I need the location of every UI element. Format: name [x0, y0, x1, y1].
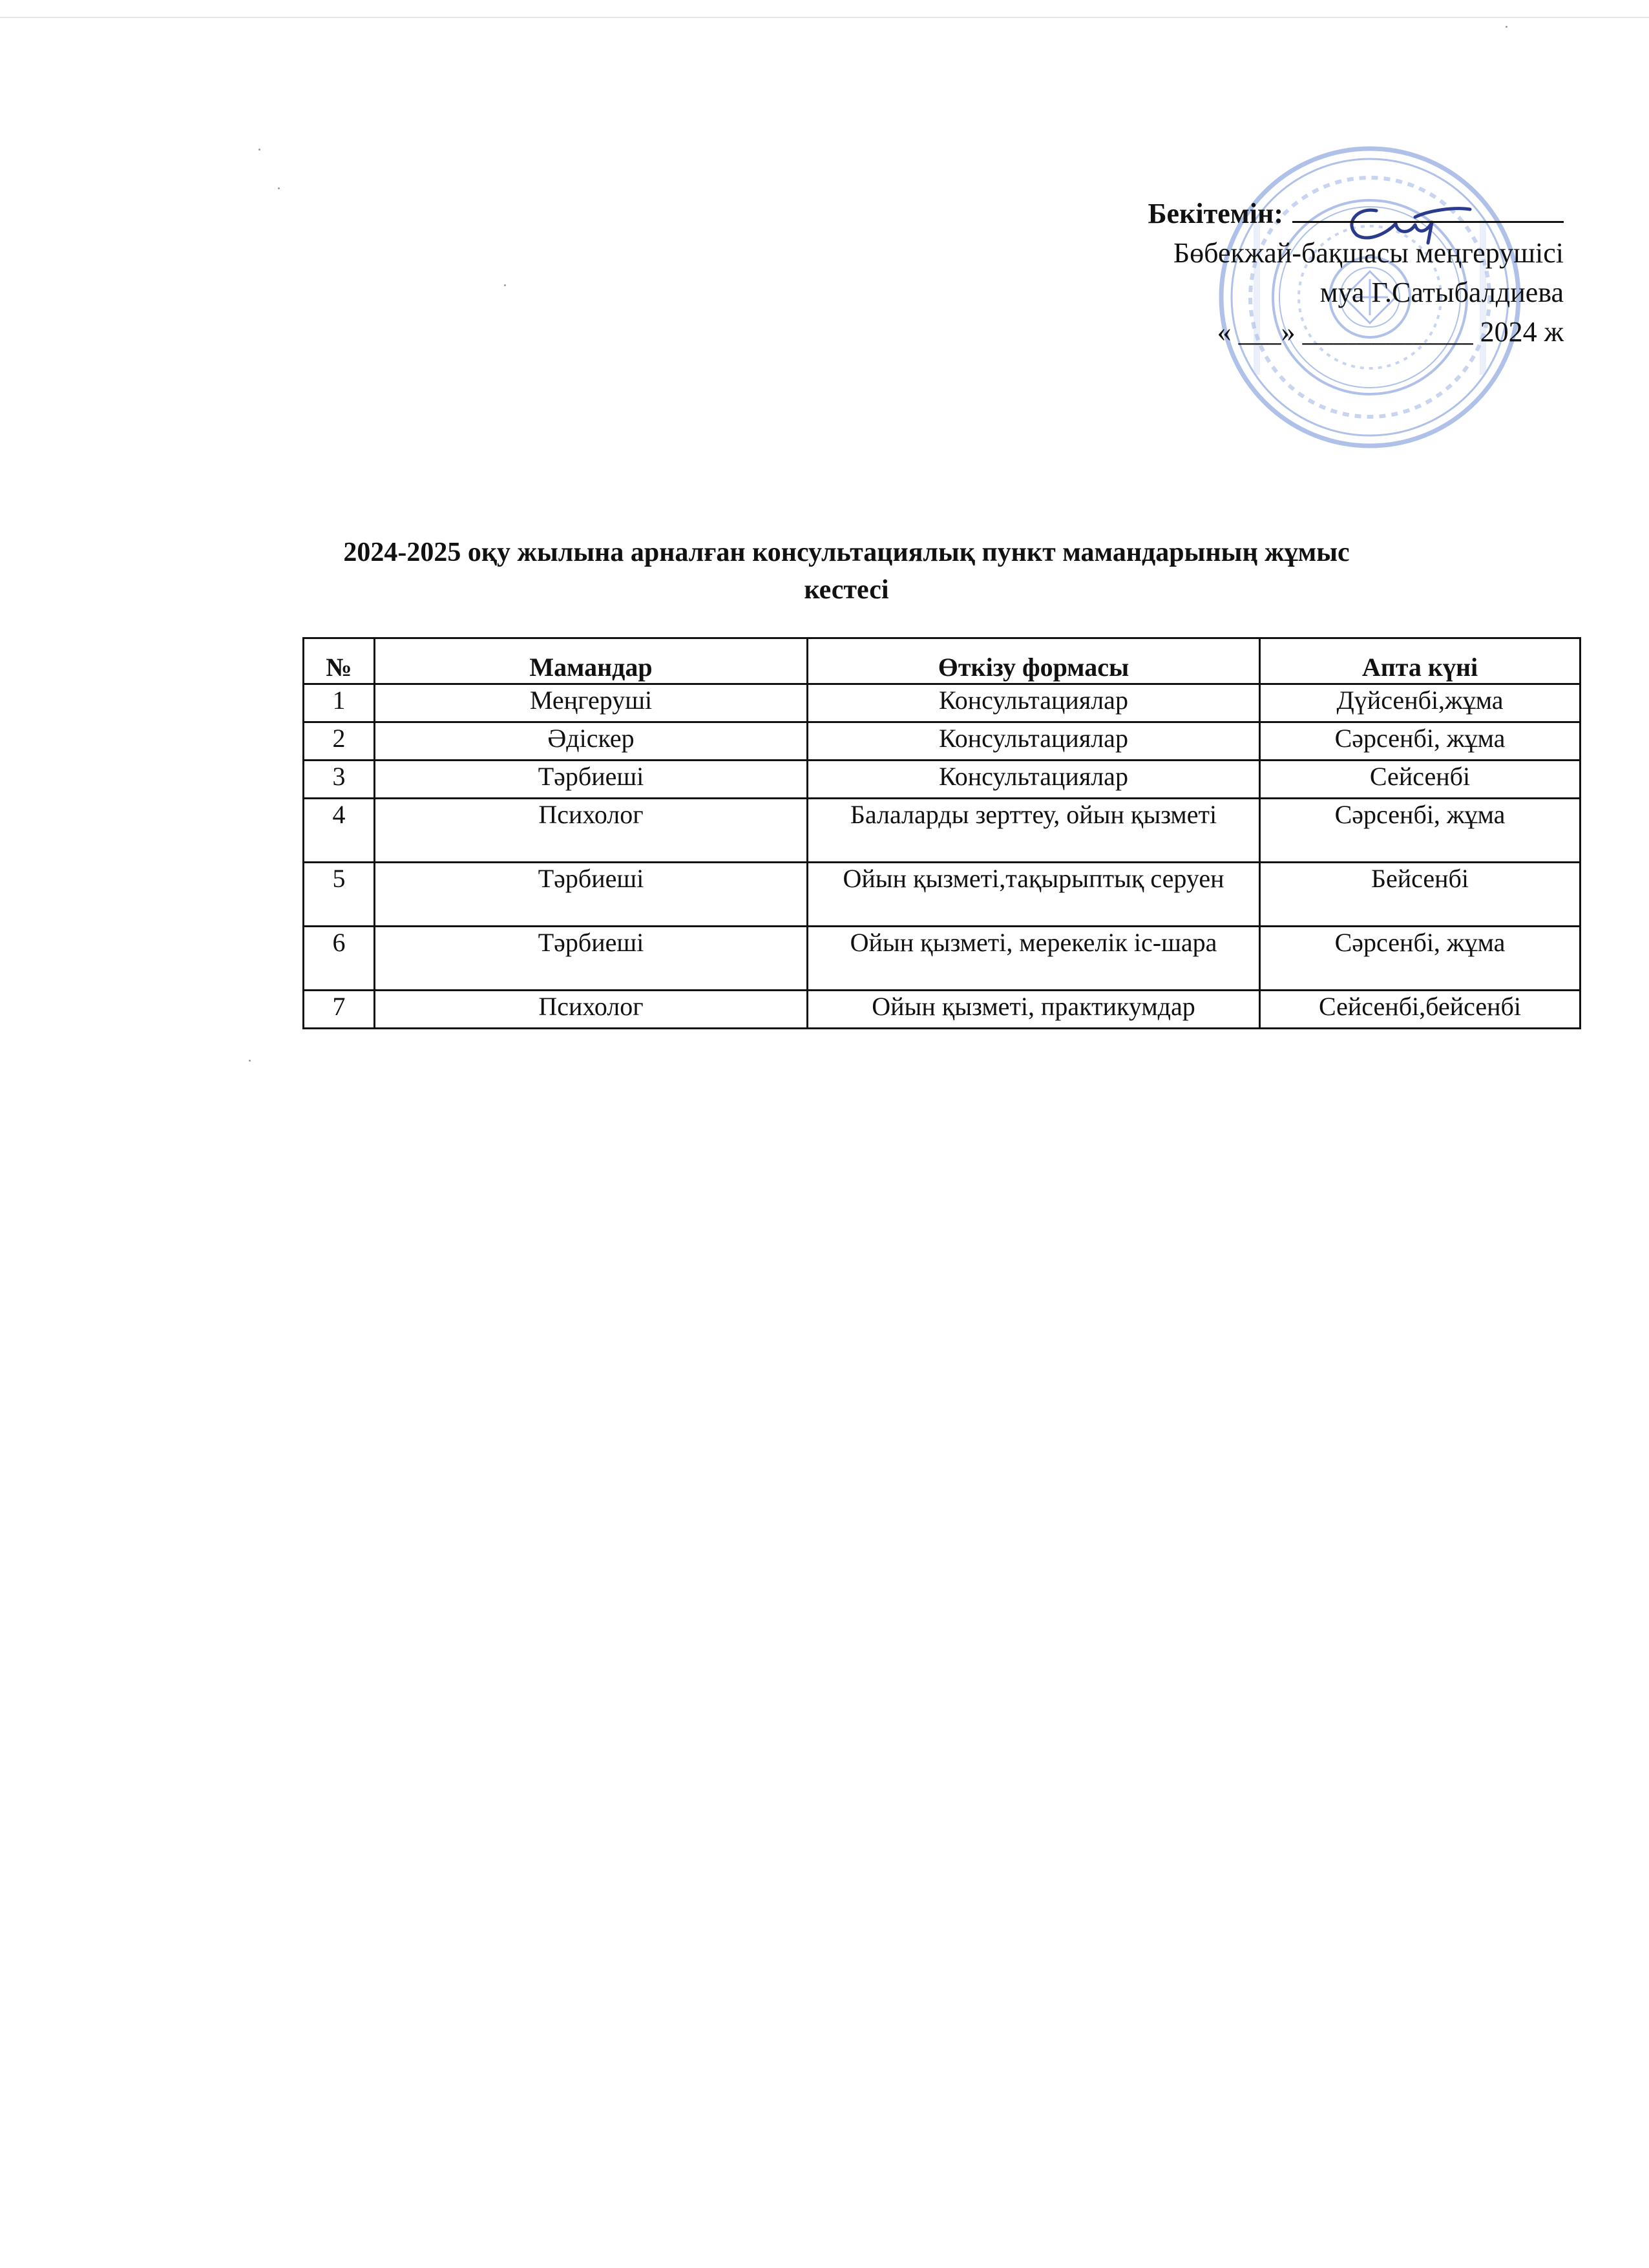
scan-speck	[258, 149, 260, 151]
table-header-row	[304, 638, 1581, 684]
table-row	[304, 863, 1581, 927]
header-form: Өткізу формасы	[808, 638, 1260, 684]
row-day: Сәрсенбі, жұма	[1260, 799, 1581, 863]
header-weekday: Апта күні	[1260, 638, 1581, 684]
title-line-1: 2024-2025 оқу жылына арналған консультациялық пункт мамандарының жұмыс	[343, 538, 1350, 567]
row-specialist: Тәрбиеші	[375, 761, 808, 799]
row-day: Сәрсенбі, жұма	[1260, 722, 1581, 761]
row-number: 4	[304, 799, 375, 863]
approver-name: муа Г.Сатыбалдиева	[1319, 277, 1564, 308]
scan-speck	[504, 284, 506, 286]
row-form: Балаларды зерттеу, ойын қызметі	[808, 799, 1260, 863]
signature-blank	[1292, 195, 1564, 223]
scan-speck	[249, 1060, 251, 1062]
row-specialist: Меңгеруші	[375, 684, 808, 722]
date-day-blank: ___	[1238, 316, 1281, 348]
title-line-2: кестесі	[804, 575, 889, 605]
date-open-quote: «	[1217, 316, 1232, 348]
table-row	[304, 722, 1581, 761]
row-specialist: Психолог	[375, 799, 808, 863]
header-number: №	[304, 638, 375, 684]
row-form: Консультациялар	[808, 684, 1260, 722]
approval-label: Бекітемін:	[1148, 198, 1283, 229]
schedule-table	[302, 637, 1581, 1029]
row-day: Сәрсенбі, жұма	[1260, 927, 1581, 991]
date-close-quote: »	[1281, 316, 1296, 348]
table-row	[304, 761, 1581, 799]
row-day: Бейсенбі	[1260, 863, 1581, 927]
row-number: 7	[304, 991, 375, 1029]
table-row	[304, 799, 1581, 863]
table-row	[304, 684, 1581, 722]
date-year: 2024 ж	[1480, 316, 1564, 348]
row-day: Дүйсенбі,жұма	[1260, 684, 1581, 722]
row-day: Сейсенбі	[1260, 761, 1581, 799]
approver-position: Бөбекжай-бақшасы меңгерушісі	[1173, 237, 1564, 269]
approval-date	[1034, 312, 1564, 352]
row-form: Ойын қызметі, мерекелік іс-шара	[808, 927, 1260, 991]
row-number: 5	[304, 863, 375, 927]
table-row	[304, 991, 1581, 1029]
header-specialists: Мамандар	[375, 638, 808, 684]
row-specialist: Тәрбиеші	[375, 927, 808, 991]
row-form: Ойын қызметі,тақырыптық серуен	[808, 863, 1260, 927]
row-number: 6	[304, 927, 375, 991]
scan-speck	[1506, 26, 1507, 28]
scan-top-edge	[0, 17, 1649, 18]
row-day: Сейсенбі,бейсенбі	[1260, 991, 1581, 1029]
row-form: Консультациялар	[808, 761, 1260, 799]
scan-speck	[278, 187, 280, 189]
row-form: Консультациялар	[808, 722, 1260, 761]
row-form: Ойын қызметі, практикумдар	[808, 991, 1260, 1029]
document-title	[271, 534, 1422, 609]
table-row	[304, 927, 1581, 991]
row-number: 2	[304, 722, 375, 761]
row-number: 1	[304, 684, 375, 722]
row-number: 3	[304, 761, 375, 799]
approval-block	[1034, 194, 1564, 352]
row-specialist: Психолог	[375, 991, 808, 1029]
row-specialist: Тәрбиеші	[375, 863, 808, 927]
date-month-blank: ____________	[1302, 316, 1473, 348]
row-specialist: Әдіскер	[375, 722, 808, 761]
approval-line	[1034, 194, 1564, 233]
